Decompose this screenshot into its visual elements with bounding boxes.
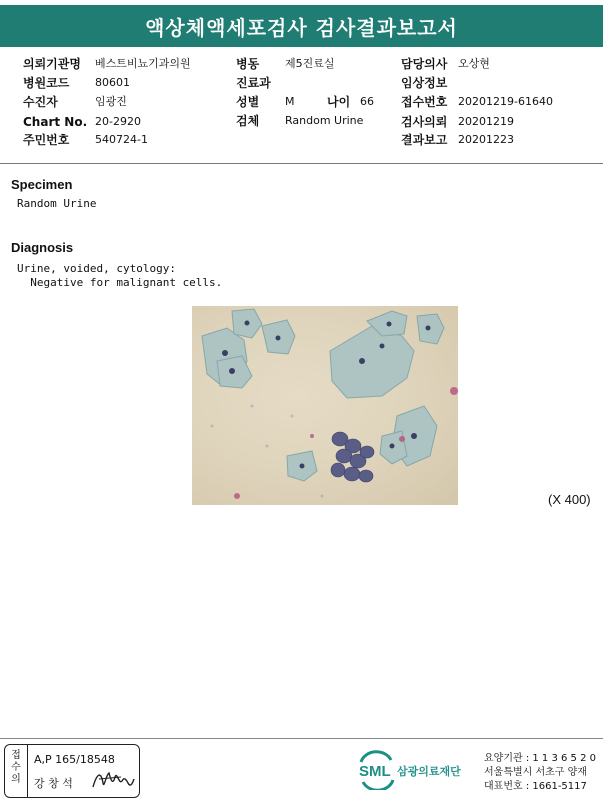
field-value: 베스트비뇨기과의원 (95, 57, 191, 70)
stamp-label-char: 접 (11, 750, 21, 761)
header-divider (0, 163, 603, 164)
field-label: Chart No. (23, 115, 88, 129)
signature-image (91, 767, 135, 793)
field-resident-number (23, 133, 148, 147)
field-value: 20201223 (458, 133, 514, 146)
logo-abbr: SML (359, 763, 391, 780)
field-label: 진료과 (236, 76, 271, 90)
field-label: 의뢰기관명 (23, 57, 81, 71)
field-age (327, 95, 374, 109)
stamp-label-char: 수 (11, 762, 21, 773)
field-specimen-type (236, 114, 364, 128)
field-label: 담당의사 (401, 57, 448, 71)
field-label: 임상정보 (401, 76, 448, 90)
field-label: 검체 (236, 114, 260, 128)
field-label: 검사의뢰 (401, 115, 448, 129)
field-attending-physician (401, 57, 490, 71)
field-value: 오상현 (458, 57, 490, 70)
field-value: 20201219-61640 (458, 95, 553, 108)
micrograph-image (192, 306, 458, 505)
specimen-heading: Specimen (11, 177, 73, 192)
diagnosis-line-2: Negative for malignant cells. (17, 276, 223, 289)
field-label: 병원코드 (23, 76, 70, 90)
report-title: 액상체액세포검사 검사결과보고서 (0, 5, 603, 47)
field-ward (236, 57, 335, 71)
stamp-label-char: 의 (11, 774, 21, 785)
sml-logo-mark (357, 750, 477, 790)
field-hospital-code (23, 76, 130, 90)
org-line-2: 서울특별시 서초구 양재 (484, 767, 587, 778)
field-value: 임광진 (95, 95, 127, 108)
pathologist-stamp (4, 744, 140, 798)
field-label: 나이 (327, 95, 351, 109)
organization-info (484, 752, 596, 794)
field-label: 병동 (236, 57, 260, 71)
field-value: 제5진료실 (285, 57, 335, 70)
footer-divider (0, 738, 603, 739)
cytology-micrograph (192, 306, 458, 505)
field-chart-no (23, 115, 141, 129)
field-value: 80601 (95, 76, 130, 89)
field-label: 결과보고 (401, 133, 448, 147)
field-referring-institution (23, 57, 191, 71)
field-label: 주민번호 (23, 133, 70, 147)
field-clinical-info (401, 76, 447, 90)
org-line-3: 대표번호 : 1661-5117 (484, 781, 587, 792)
org-line-1: 요양기관 : 1 1 3 6 5 2 0 (484, 753, 596, 764)
sml-logo (357, 750, 477, 790)
diagnosis-line-1: Urine, voided, cytology: (17, 262, 176, 275)
field-patient-name (23, 95, 127, 109)
diagnosis-heading: Diagnosis (11, 240, 74, 255)
stamp-pathologist-name: 강 창 석 (34, 777, 73, 790)
field-report-date (401, 133, 514, 147)
field-label: 접수번호 (401, 95, 448, 109)
stamp-ap-number: A,P 165/18548 (34, 753, 115, 766)
field-accession-number (401, 95, 553, 109)
field-value: M (285, 95, 295, 108)
field-value: 540724-1 (95, 133, 148, 146)
field-value: 66 (360, 95, 374, 108)
logo-name: 삼광의료재단 (397, 765, 461, 778)
field-label: 성별 (236, 95, 260, 109)
stamp-label (8, 750, 24, 786)
stamp-divider (27, 745, 28, 797)
field-value: 20201219 (458, 115, 514, 128)
field-department (236, 76, 271, 90)
field-sex (236, 95, 295, 109)
magnification-label: (X 400) (548, 492, 591, 507)
field-value: Random Urine (285, 114, 364, 127)
field-request-date (401, 115, 514, 129)
field-label: 수진자 (23, 95, 58, 109)
field-value: 20-2920 (95, 115, 141, 128)
specimen-text: Random Urine (17, 197, 97, 210)
